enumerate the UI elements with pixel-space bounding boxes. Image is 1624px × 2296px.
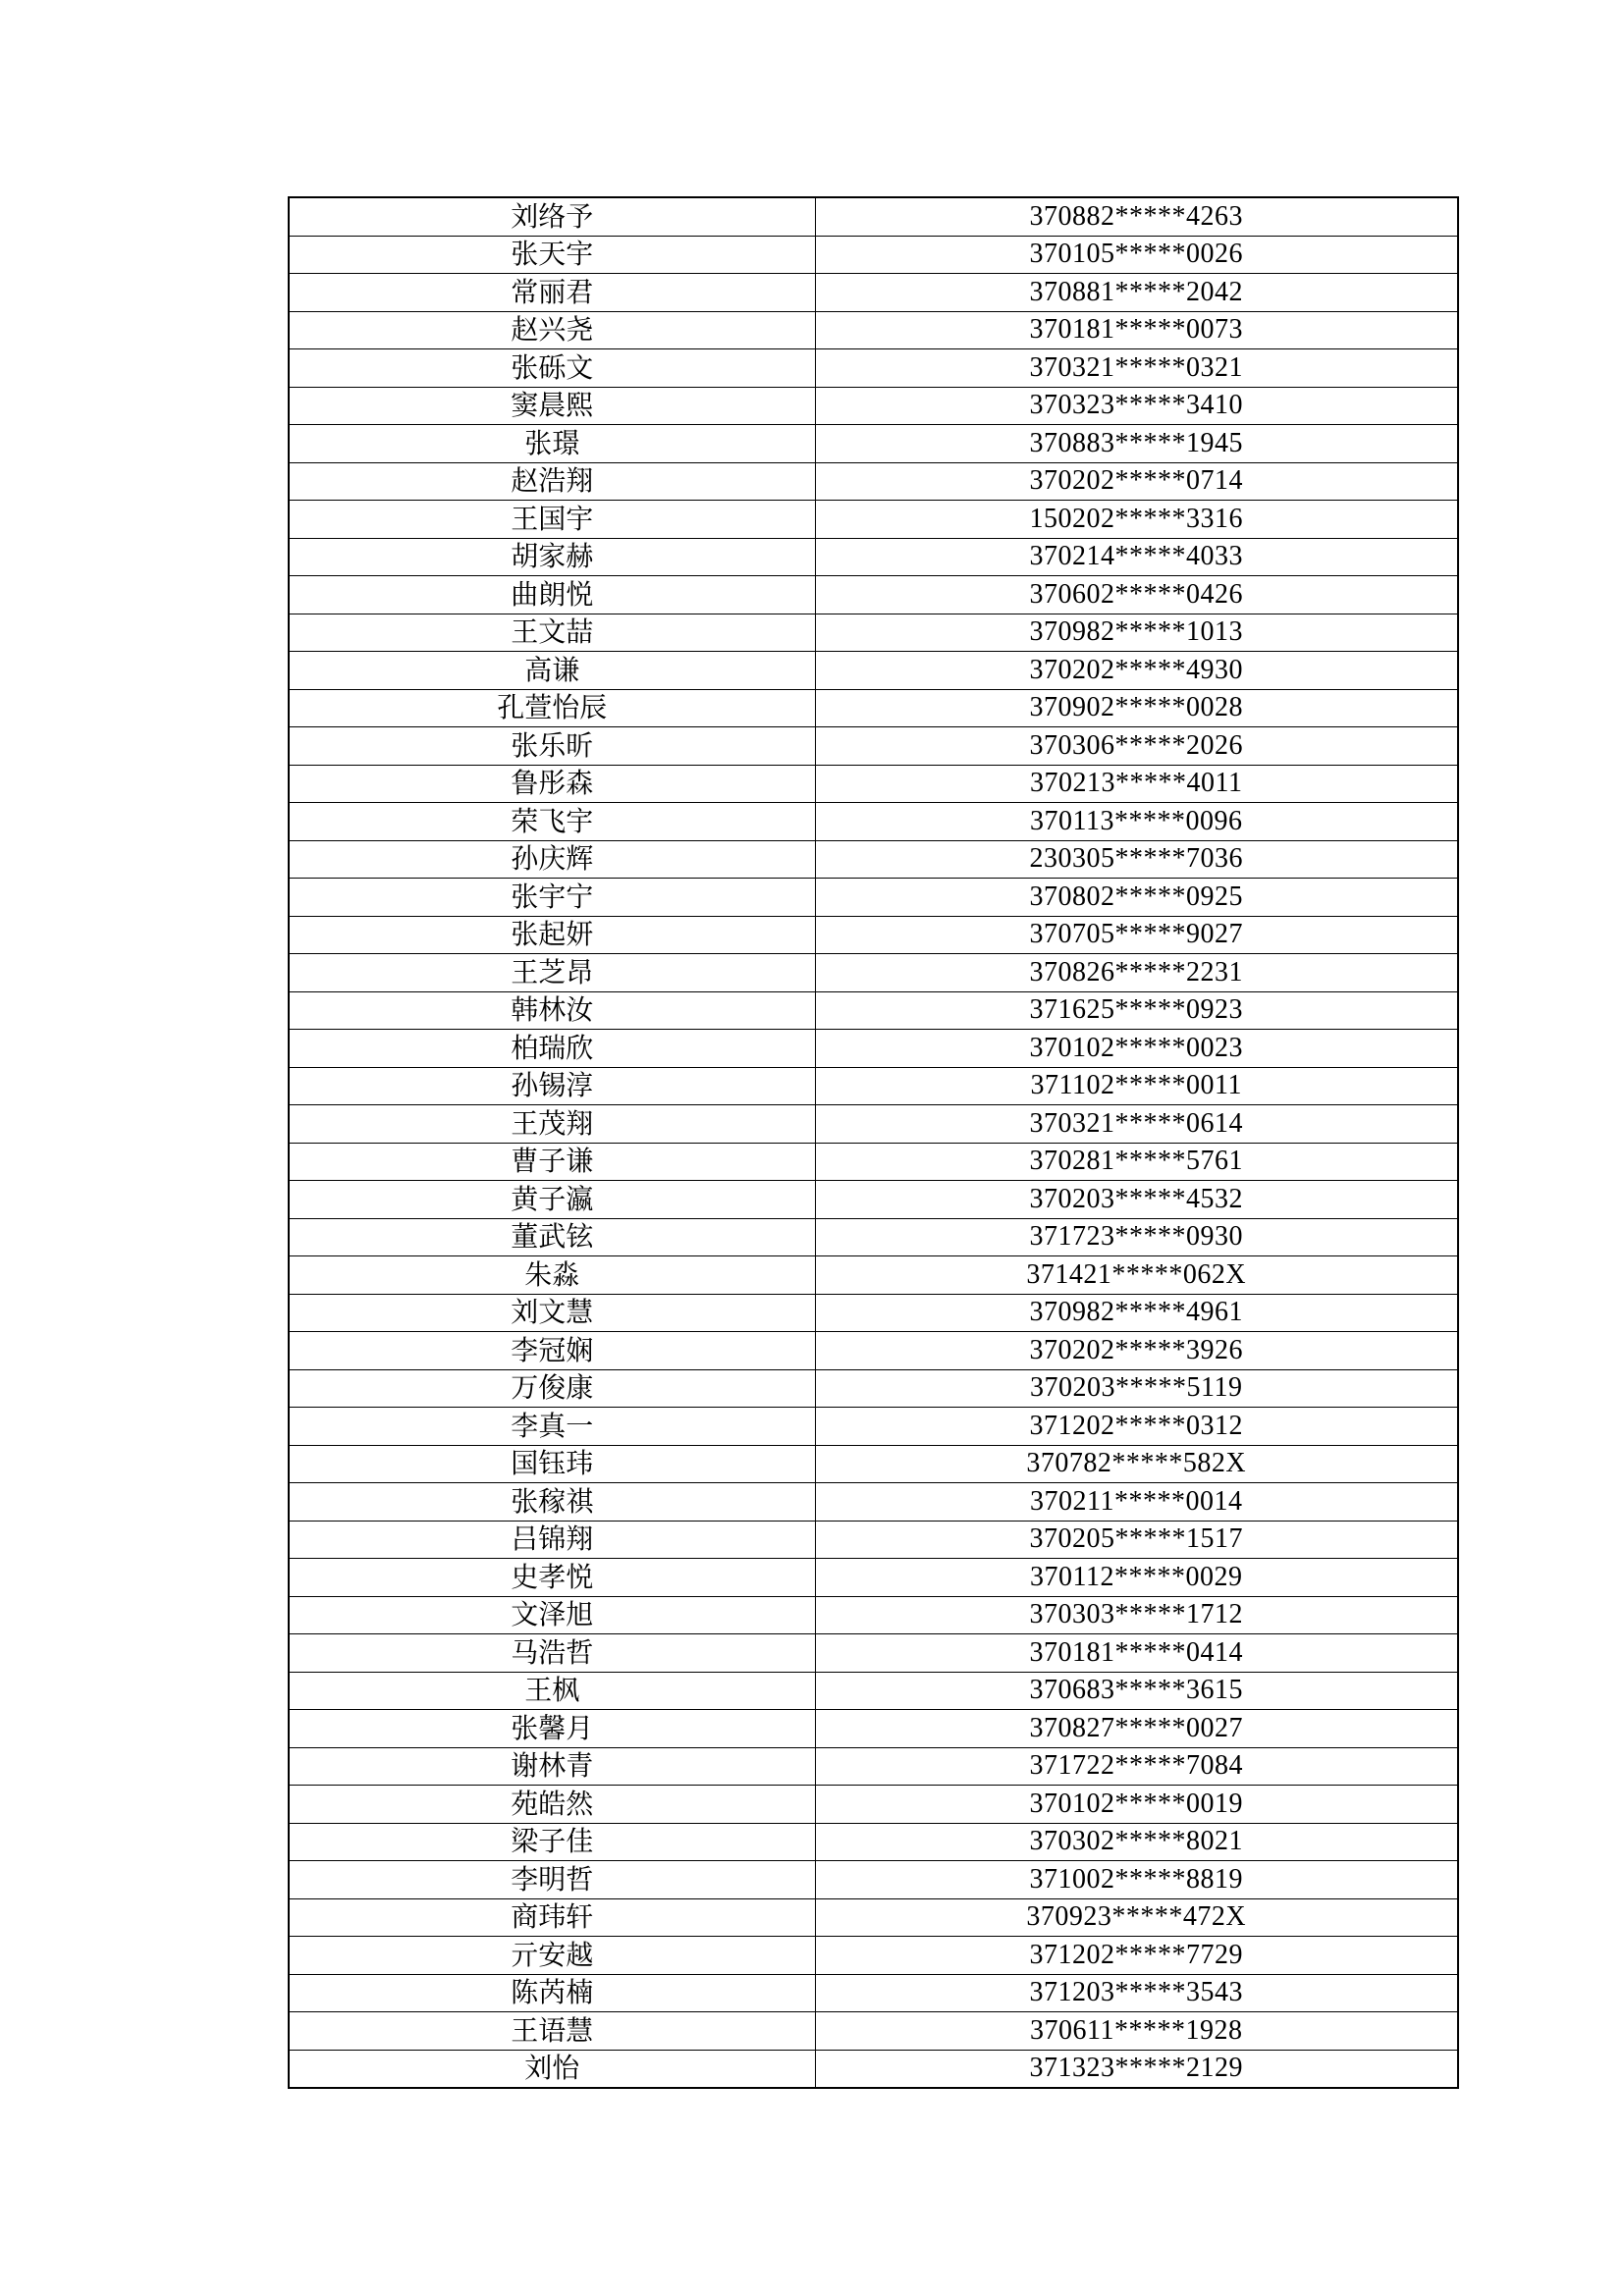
student-name-cell: 柏瑞欣 [289, 1030, 815, 1068]
masked-id-number-cell: 371323*****2129 [815, 2050, 1458, 2088]
table-row [289, 349, 1458, 388]
student-name-cell: 苑皓然 [289, 1786, 815, 1824]
masked-id-number-cell: 370181*****0414 [815, 1634, 1458, 1673]
masked-id-number-cell: 230305*****7036 [815, 840, 1458, 879]
table-row [289, 2012, 1458, 2051]
masked-id-number-cell: 370826*****2231 [815, 954, 1458, 992]
table-row [289, 1030, 1458, 1068]
table-row [289, 1067, 1458, 1105]
student-name-cell: 孙庆辉 [289, 840, 815, 879]
masked-id-number-cell: 370321*****0321 [815, 349, 1458, 388]
student-name-cell: 王语慧 [289, 2012, 815, 2051]
student-name-cell: 曹子谦 [289, 1143, 815, 1181]
student-name-cell: 高谦 [289, 652, 815, 690]
masked-id-number-cell: 370281*****5761 [815, 1143, 1458, 1181]
student-name-cell: 张天宇 [289, 236, 815, 274]
roster-table [288, 196, 1459, 2089]
table-row [289, 1974, 1458, 2012]
table-row [289, 1105, 1458, 1144]
table-row [289, 803, 1458, 841]
masked-id-number-cell: 370323*****3410 [815, 387, 1458, 425]
student-name-cell: 张起妍 [289, 916, 815, 954]
table-row [289, 1823, 1458, 1861]
table-row [289, 916, 1458, 954]
masked-id-number-cell: 371203*****3543 [815, 1974, 1458, 2012]
masked-id-number-cell: 371421*****062X [815, 1256, 1458, 1295]
student-name-cell: 胡家赫 [289, 538, 815, 576]
masked-id-number-cell: 370303*****1712 [815, 1596, 1458, 1634]
table-row [289, 236, 1458, 274]
masked-id-number-cell: 370705*****9027 [815, 916, 1458, 954]
student-name-cell: 国钰玮 [289, 1445, 815, 1483]
masked-id-number-cell: 370306*****2026 [815, 727, 1458, 766]
table-row [289, 387, 1458, 425]
table-row [289, 2050, 1458, 2088]
masked-id-number-cell: 370881*****2042 [815, 274, 1458, 312]
student-name-cell: 文泽旭 [289, 1596, 815, 1634]
table-row [289, 1332, 1458, 1370]
student-name-cell: 孙锡淳 [289, 1067, 815, 1105]
masked-id-number-cell: 371723*****0930 [815, 1218, 1458, 1256]
table-row [289, 1294, 1458, 1332]
masked-id-number-cell: 370105*****0026 [815, 236, 1458, 274]
masked-id-number-cell: 371002*****8819 [815, 1861, 1458, 1899]
student-name-cell: 赵兴尧 [289, 311, 815, 349]
table-row [289, 1408, 1458, 1446]
student-name-cell: 吕锦翔 [289, 1521, 815, 1559]
student-name-cell: 王文喆 [289, 614, 815, 652]
student-name-cell: 朱淼 [289, 1256, 815, 1295]
student-name-cell: 荣飞宇 [289, 803, 815, 841]
table-row [289, 1786, 1458, 1824]
student-name-cell: 王枫 [289, 1672, 815, 1710]
table-row [289, 727, 1458, 766]
student-name-cell: 梁子佳 [289, 1823, 815, 1861]
student-name-cell: 赵浩翔 [289, 462, 815, 501]
table-row [289, 1672, 1458, 1710]
masked-id-number-cell: 370982*****1013 [815, 614, 1458, 652]
student-name-cell: 商玮轩 [289, 1898, 815, 1937]
student-name-cell: 刘络予 [289, 197, 815, 236]
masked-id-number-cell: 370203*****5119 [815, 1369, 1458, 1408]
student-name-cell: 韩林汝 [289, 991, 815, 1030]
table-row [289, 501, 1458, 539]
table-row [289, 1521, 1458, 1559]
masked-id-number-cell: 370214*****4033 [815, 538, 1458, 576]
table-row [289, 1634, 1458, 1673]
student-name-cell: 万俊康 [289, 1369, 815, 1408]
table-row [289, 1143, 1458, 1181]
masked-id-number-cell: 370213*****4011 [815, 765, 1458, 803]
masked-id-number-cell: 370205*****1517 [815, 1521, 1458, 1559]
masked-id-number-cell: 370203*****4532 [815, 1181, 1458, 1219]
table-row [289, 1559, 1458, 1597]
student-name-cell: 李真一 [289, 1408, 815, 1446]
masked-id-number-cell: 370782*****582X [815, 1445, 1458, 1483]
table-row [289, 274, 1458, 312]
table-row [289, 1369, 1458, 1408]
student-name-cell: 李冠娴 [289, 1332, 815, 1370]
table-row [289, 1256, 1458, 1295]
masked-id-number-cell: 370181*****0073 [815, 311, 1458, 349]
masked-id-number-cell: 370202*****0714 [815, 462, 1458, 501]
student-name-cell: 张宇宁 [289, 879, 815, 917]
student-name-cell: 张砾文 [289, 349, 815, 388]
student-name-cell: 刘文慧 [289, 1294, 815, 1332]
table-row [289, 576, 1458, 614]
table-row [289, 1181, 1458, 1219]
masked-id-number-cell: 370112*****0029 [815, 1559, 1458, 1597]
table-row [289, 1445, 1458, 1483]
masked-id-number-cell: 370802*****0925 [815, 879, 1458, 917]
table-row [289, 1861, 1458, 1899]
table-row [289, 197, 1458, 236]
table-row [289, 1596, 1458, 1634]
masked-id-number-cell: 370923*****472X [815, 1898, 1458, 1937]
masked-id-number-cell: 370202*****4930 [815, 652, 1458, 690]
table-row [289, 879, 1458, 917]
table-row [289, 765, 1458, 803]
table-row [289, 1898, 1458, 1937]
student-name-cell: 孔萱怡辰 [289, 689, 815, 727]
masked-id-number-cell: 370827*****0027 [815, 1710, 1458, 1748]
table-row [289, 538, 1458, 576]
masked-id-number-cell: 371722*****7084 [815, 1747, 1458, 1786]
masked-id-number-cell: 370202*****3926 [815, 1332, 1458, 1370]
table-row [289, 689, 1458, 727]
student-name-cell: 王国宇 [289, 501, 815, 539]
masked-id-number-cell: 370102*****0019 [815, 1786, 1458, 1824]
table-row [289, 840, 1458, 879]
student-name-cell: 亓安越 [289, 1937, 815, 1975]
student-name-cell: 张乐昕 [289, 727, 815, 766]
masked-id-number-cell: 370883*****1945 [815, 425, 1458, 463]
student-name-cell: 王茂翔 [289, 1105, 815, 1144]
masked-id-number-cell: 370882*****4263 [815, 197, 1458, 236]
table-row [289, 1218, 1458, 1256]
table-row [289, 954, 1458, 992]
table-row [289, 1710, 1458, 1748]
masked-id-number-cell: 370982*****4961 [815, 1294, 1458, 1332]
student-name-cell: 张稼祺 [289, 1483, 815, 1522]
table-row [289, 1483, 1458, 1522]
table-row [289, 1747, 1458, 1786]
student-name-cell: 张璟 [289, 425, 815, 463]
student-name-cell: 李明哲 [289, 1861, 815, 1899]
student-name-cell: 刘怡 [289, 2050, 815, 2088]
masked-id-number-cell: 370902*****0028 [815, 689, 1458, 727]
student-name-cell: 董武铉 [289, 1218, 815, 1256]
masked-id-number-cell: 370113*****0096 [815, 803, 1458, 841]
student-name-cell: 窦晨熙 [289, 387, 815, 425]
table-row [289, 425, 1458, 463]
student-name-cell: 陈芮楠 [289, 1974, 815, 2012]
student-name-cell: 谢林青 [289, 1747, 815, 1786]
table-row [289, 311, 1458, 349]
masked-id-number-cell: 370302*****8021 [815, 1823, 1458, 1861]
student-name-cell: 马浩哲 [289, 1634, 815, 1673]
masked-id-number-cell: 371625*****0923 [815, 991, 1458, 1030]
masked-id-number-cell: 370211*****0014 [815, 1483, 1458, 1522]
table-row [289, 991, 1458, 1030]
table-row [289, 1937, 1458, 1975]
table-row [289, 614, 1458, 652]
masked-id-number-cell: 370102*****0023 [815, 1030, 1458, 1068]
masked-id-number-cell: 370602*****0426 [815, 576, 1458, 614]
roster-body [289, 197, 1458, 2088]
student-name-cell: 史孝悦 [289, 1559, 815, 1597]
student-name-cell: 曲朗悦 [289, 576, 815, 614]
masked-id-number-cell: 370321*****0614 [815, 1105, 1458, 1144]
masked-id-number-cell: 150202*****3316 [815, 501, 1458, 539]
table-row [289, 652, 1458, 690]
masked-id-number-cell: 371102*****0011 [815, 1067, 1458, 1105]
table-row [289, 462, 1458, 501]
masked-id-number-cell: 371202*****7729 [815, 1937, 1458, 1975]
masked-id-number-cell: 370683*****3615 [815, 1672, 1458, 1710]
student-name-cell: 王芝昂 [289, 954, 815, 992]
student-name-cell: 张馨月 [289, 1710, 815, 1748]
masked-id-number-cell: 370611*****1928 [815, 2012, 1458, 2051]
student-name-cell: 鲁彤森 [289, 765, 815, 803]
student-name-cell: 黄子瀛 [289, 1181, 815, 1219]
masked-id-number-cell: 371202*****0312 [815, 1408, 1458, 1446]
student-name-cell: 常丽君 [289, 274, 815, 312]
